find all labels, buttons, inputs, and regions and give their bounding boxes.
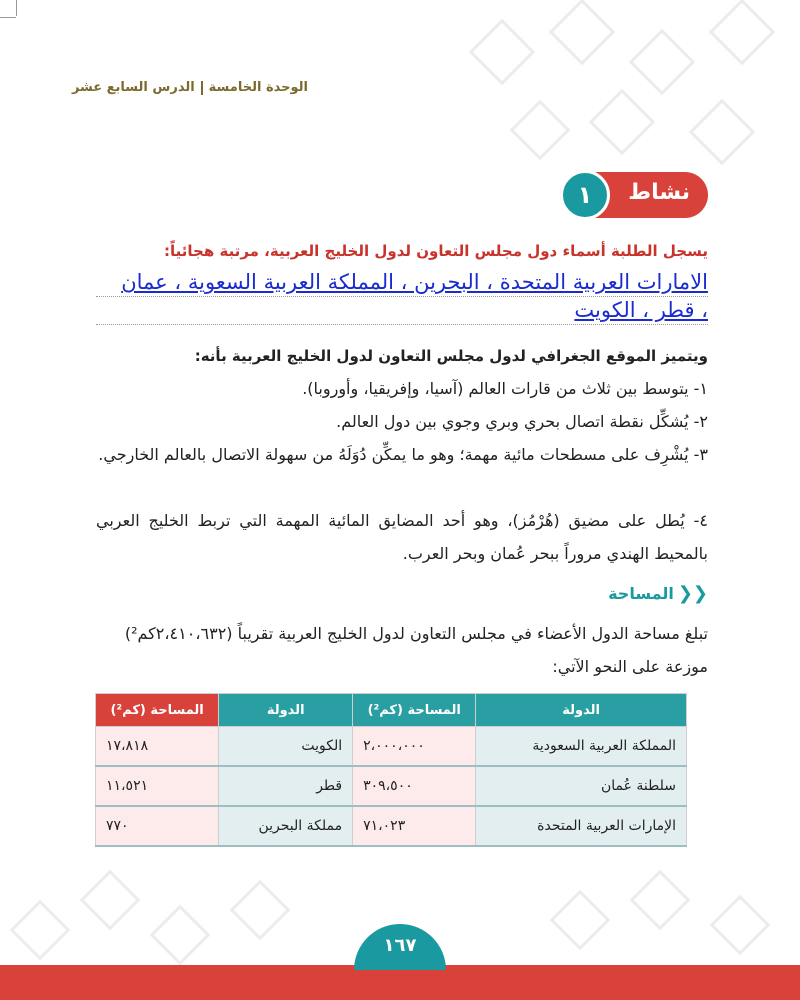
table-cell: ٧٧٠ [96, 806, 219, 846]
crop-mark [16, 0, 17, 16]
column-header: الدولة [219, 694, 353, 727]
header-divider [201, 81, 203, 95]
table-row [96, 806, 687, 846]
table-cell: ١٧،٨١٨ [96, 727, 219, 767]
page-number: ١٦٧ [354, 924, 446, 970]
table-cell: ٢،٠٠٠،٠٠٠ [353, 727, 476, 767]
activity-label: نشاط [628, 180, 690, 205]
lesson-title: الدرس السابع عشر [71, 80, 195, 95]
footer-band [0, 965, 800, 1000]
chevron-double-icon: ❮❮ [677, 583, 708, 604]
activity-number: ١ [560, 170, 610, 220]
table-cell: مملكة البحرين [219, 806, 353, 846]
handwritten-answer-line1: الامارات العربية المتحدة ، البحرين ، المملكة العربية السعوية ، عمان [121, 270, 708, 294]
section-title [608, 583, 708, 604]
list-item: ٢- يُشكِّل نقطة اتصال بحري وبري وجوي بين دول العالم. [336, 412, 708, 431]
list-item: ١- يتوسط بين ثلاث من قارات العالم (آسيا، وإفريقيا، وأوروبا). [302, 379, 708, 398]
table-cell: ٧١،٠٢٣ [353, 806, 476, 846]
crop-mark [0, 17, 16, 18]
table-cell: قطر [219, 766, 353, 806]
table-cell: ١١،٥٢١ [96, 766, 219, 806]
table-cell: المملكة العربية السعودية [476, 727, 687, 767]
area-paragraph: تبلغ مساحة الدول الأعضاء في مجلس التعاون لدول الخليج العربية تقريباً (٢،٤١٠،٦٣٢كم²) موزعة على النحو الآتي: [124, 624, 708, 676]
table-cell: الكويت [219, 727, 353, 767]
table-row [96, 766, 687, 806]
handwritten-answer-line2: ، قطر ، الكويت [574, 298, 708, 322]
section-title-text: المساحة [608, 584, 674, 603]
location-subheading: ويتميز الموقع الجغرافي لدول مجلس التعاون لدول الخليج العربية بأنه: [194, 347, 708, 365]
table-cell: سلطنة عُمان [476, 766, 687, 806]
table-cell: ٣٠٩،٥٠٠ [353, 766, 476, 806]
list-item: ٣- يُشْرِف على مسطحات مائية مهمة؛ وهو ما يمكِّن دُوَلَهُ من سهولة الاتصال بالعالم الخارجي. [98, 445, 708, 464]
column-header: المساحة (كم²) [353, 694, 476, 727]
area-table [95, 693, 687, 847]
column-header: الدولة [476, 694, 687, 727]
unit-title: الوحدة الخامسة [208, 80, 308, 95]
column-header: المساحة (كم²) [96, 694, 219, 727]
activity-prompt: يسجل الطلبة أسماء دول مجلس التعاون لدول الخليج العربية، مرتبة هجائياً: [164, 242, 708, 260]
table-cell: الإمارات العربية المتحدة [476, 806, 687, 846]
list-item: ٤- يُطل على مضيق (هُرْمُز)، وهو أحد المضايق المائية المهمة التي تربط الخليج العربي بالمحيط الهندي مروراً ببحر عُمان وبحر العرب. [96, 511, 708, 563]
table-row [96, 727, 687, 767]
page-header [72, 80, 308, 95]
activity-badge [560, 172, 708, 218]
table-header-row [96, 694, 687, 727]
